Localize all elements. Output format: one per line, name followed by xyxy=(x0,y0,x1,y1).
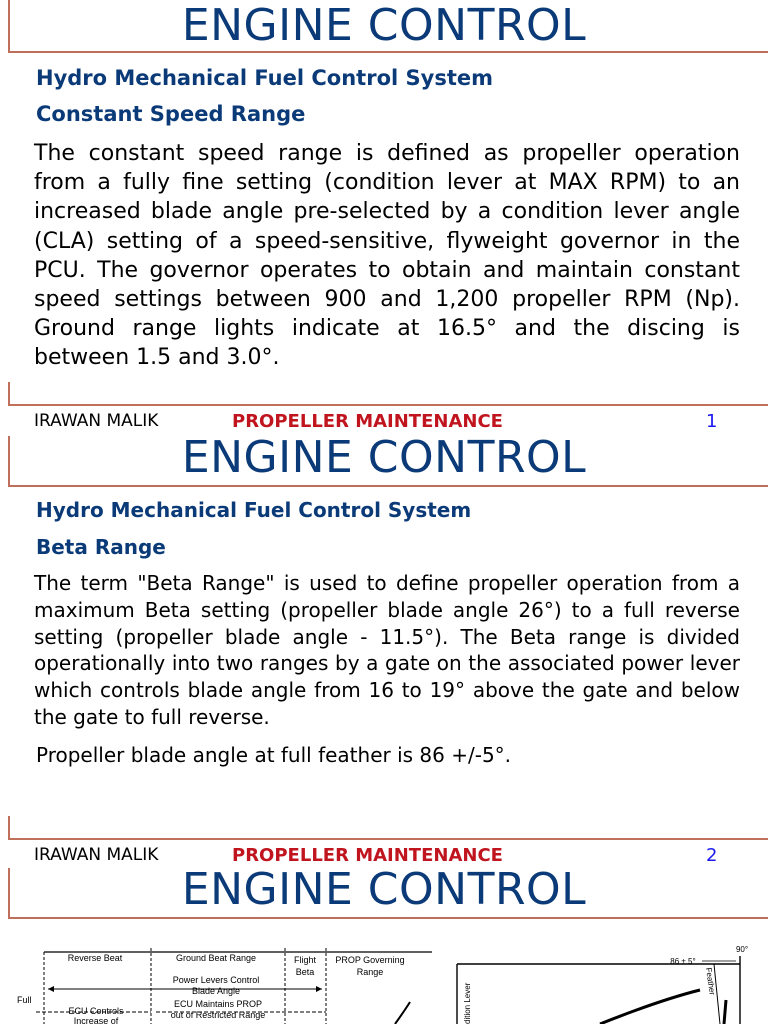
label-86-deg: 86 ± 5° xyxy=(670,957,696,966)
arrowhead-right xyxy=(316,986,322,992)
blade-angle-diagrams xyxy=(0,940,768,1024)
label-ecu-controls: ECU Controls xyxy=(68,1006,124,1016)
curve-right-diagram xyxy=(600,990,700,1024)
slide-1-title: ENGINE CONTROL xyxy=(181,0,587,51)
slide-2-footer-rule xyxy=(8,838,768,840)
slide-1-footer-rule xyxy=(8,404,768,406)
label-condition-lever: dition Lever xyxy=(463,982,472,1024)
label-range: Range xyxy=(356,967,384,977)
label-increase-of: Increase of xyxy=(73,1016,119,1024)
label-out-of-restricted-range: out of Restricted Range xyxy=(170,1010,266,1020)
label-90-deg: 90° xyxy=(735,945,749,954)
slide-2-footer-author: IRAWAN MALIK xyxy=(34,845,159,865)
slide-1-title-rule xyxy=(8,51,768,53)
slide-2-footer-title: PROPELLER MAINTENANCE xyxy=(232,845,503,866)
slide-1-heading-system: Hydro Mechanical Fuel Control System xyxy=(36,66,493,90)
slide-2-page-number: 2 xyxy=(706,845,718,866)
label-reverse-beat: Reverse Beat xyxy=(67,953,123,963)
slide-1-heading-range: Constant Speed Range xyxy=(36,102,306,126)
slide-2-paragraph-1: The term "Beta Range" is used to define propeller operation from a maximum Beta setting (propeller blade angle 26°) to a full reverse setting (propeller blade angle - 11.5°). The Beta range is divided operationally into two ranges by a gate on the associated power lever which controls blade angle from 16 to 19° above the gate and below the gate to full reverse. xyxy=(34,571,740,729)
slide-2-footer-tick xyxy=(8,816,10,840)
label-power-levers-control: Power Levers Control xyxy=(172,975,260,985)
slide-1-footer-tick xyxy=(8,382,10,406)
label-blade-angle: Blade Angle xyxy=(191,986,241,996)
arrowhead-left xyxy=(48,986,54,992)
slide-2-title: ENGINE CONTROL xyxy=(181,432,587,483)
beta-range-diagram xyxy=(17,948,432,1024)
slide-1-footer-author: IRAWAN MALIK xyxy=(34,411,159,431)
label-full: Full xyxy=(17,995,32,1005)
label-ground-beat-range: Ground Beat Range xyxy=(175,953,257,963)
label-prop-governing: PROP Governing xyxy=(335,955,405,965)
slide-2-title-rule xyxy=(8,485,768,487)
slide-1-page-number: 1 xyxy=(706,411,718,432)
slide-2-heading-system: Hydro Mechanical Fuel Control System xyxy=(36,498,472,522)
label-beta: Beta xyxy=(295,967,315,977)
slide-1-footer-title: PROPELLER MAINTENANCE xyxy=(232,411,503,432)
blade-angle-gauge xyxy=(457,945,748,1024)
slide-2-paragraph-2: Propeller blade angle at full feather is 86 +/-5°. xyxy=(36,743,512,767)
label-feather: Feather xyxy=(704,967,717,996)
slide-2-heading-range: Beta Range xyxy=(36,535,166,559)
label-flight: Flight xyxy=(293,955,317,965)
curve-left-diagram xyxy=(395,1002,410,1024)
curve-right-edge xyxy=(724,1000,726,1024)
slide-1-paragraph: The constant speed range is defined as propeller operation from a fully fine setting (condition lever at MAX RPM) to an increased blade angle pre-selected by a condition lever angle (CLA) setting of a speed-sensitive, flyweight governor in the PCU. The governor operates to obtain and maintain constant speed settings between 900 and 1,200 propeller RPM (Np). Ground range lights indicate at 16.5° and the discing is between 1.5 and 3.0°. xyxy=(34,141,740,371)
slide-3-title: ENGINE CONTROL xyxy=(181,864,587,915)
label-ecu-maintains-prop: ECU Maintains PROP xyxy=(173,999,263,1009)
slide-3-title-rule xyxy=(8,917,768,919)
